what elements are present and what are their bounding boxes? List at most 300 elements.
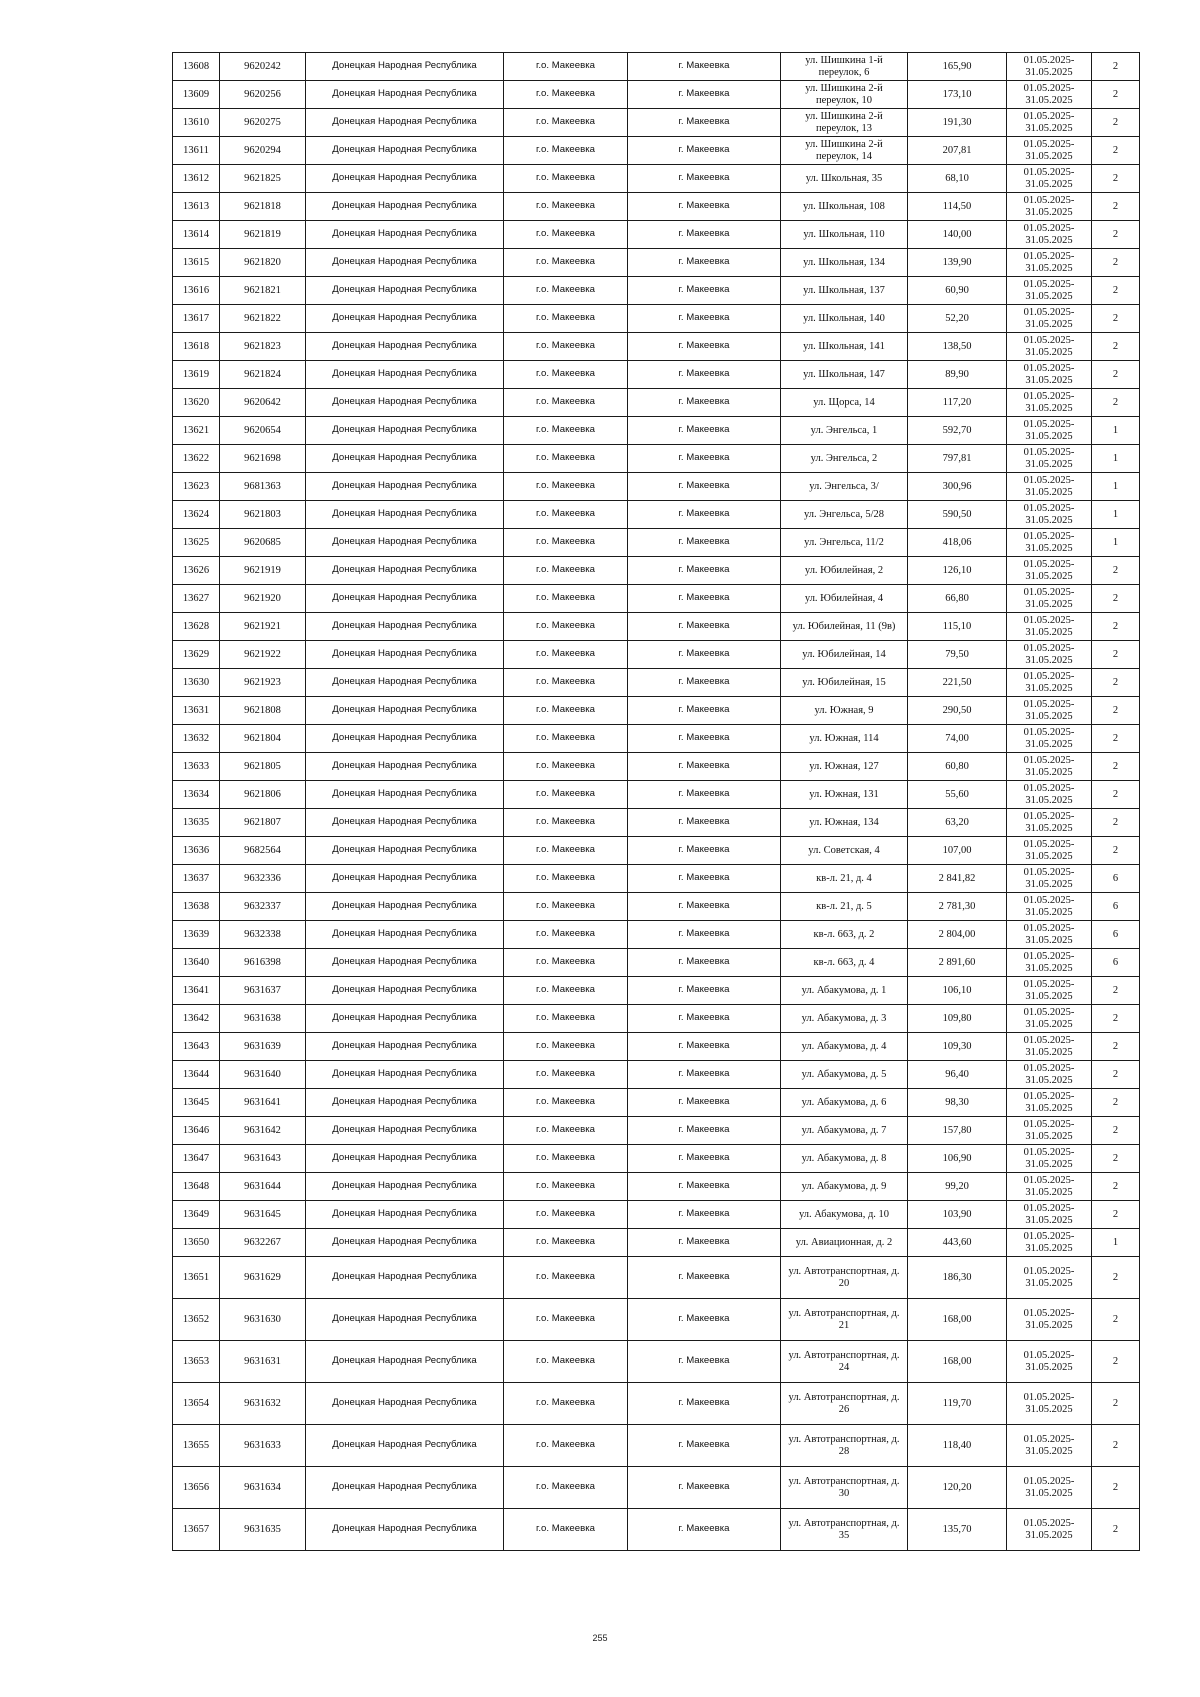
period-cell: 01.05.2025-31.05.2025	[1007, 1229, 1092, 1257]
address-cell: ул. Абакумова, д. 6	[781, 1089, 908, 1117]
settlement-cell: г. Макеевка	[628, 193, 781, 221]
region-cell: Донецкая Народная Республика	[306, 1033, 504, 1061]
settlement-cell: г. Макеевка	[628, 1089, 781, 1117]
region-cell: Донецкая Народная Республика	[306, 1257, 504, 1299]
table-row	[173, 977, 1140, 1005]
settlement-cell: г. Макеевка	[628, 949, 781, 977]
settlement-cell: г. Макеевка	[628, 641, 781, 669]
row-number-cell: 13630	[173, 669, 220, 697]
address-cell: ул. Школьная, 134	[781, 249, 908, 277]
settlement-cell: г. Макеевка	[628, 1299, 781, 1341]
area-cell: 60,80	[908, 753, 1007, 781]
object-code-cell: 9620654	[220, 417, 306, 445]
municipal-district-cell: г.о. Макеевка	[504, 1229, 628, 1257]
row-number-cell: 13642	[173, 1005, 220, 1033]
area-cell: 165,90	[908, 53, 1007, 81]
municipal-district-cell: г.о. Макеевка	[504, 1033, 628, 1061]
period-cell: 01.05.2025-31.05.2025	[1007, 1117, 1092, 1145]
municipal-district-cell: г.о. Макеевка	[504, 221, 628, 249]
table-row	[173, 753, 1140, 781]
object-code-cell: 9682564	[220, 837, 306, 865]
table-row	[173, 865, 1140, 893]
municipal-district-cell: г.о. Макеевка	[504, 193, 628, 221]
region-cell: Донецкая Народная Республика	[306, 249, 504, 277]
municipal-district-cell: г.о. Макеевка	[504, 977, 628, 1005]
table-row	[173, 921, 1140, 949]
address-cell: ул. Абакумова, д. 8	[781, 1145, 908, 1173]
category-cell: 2	[1092, 1425, 1140, 1467]
row-number-cell: 13620	[173, 389, 220, 417]
object-code-cell: 9621818	[220, 193, 306, 221]
object-code-cell: 9621819	[220, 221, 306, 249]
period-cell: 01.05.2025-31.05.2025	[1007, 1509, 1092, 1551]
period-cell: 01.05.2025-31.05.2025	[1007, 53, 1092, 81]
object-code-cell: 9621921	[220, 613, 306, 641]
municipal-district-cell: г.о. Макеевка	[504, 949, 628, 977]
object-code-cell: 9632337	[220, 893, 306, 921]
settlement-cell: г. Макеевка	[628, 1201, 781, 1229]
period-cell: 01.05.2025-31.05.2025	[1007, 921, 1092, 949]
address-cell: ул. Школьная, 35	[781, 165, 908, 193]
row-number-cell: 13627	[173, 585, 220, 613]
object-code-cell: 9621919	[220, 557, 306, 585]
object-code-cell: 9621822	[220, 305, 306, 333]
municipal-district-cell: г.о. Макеевка	[504, 53, 628, 81]
category-cell: 2	[1092, 137, 1140, 165]
address-cell: ул. Щорса, 14	[781, 389, 908, 417]
address-cell: ул. Энгельса, 3/	[781, 473, 908, 501]
object-code-cell: 9620256	[220, 81, 306, 109]
municipal-district-cell: г.о. Макеевка	[504, 529, 628, 557]
municipal-district-cell: г.о. Макеевка	[504, 613, 628, 641]
address-cell: ул. Абакумова, д. 9	[781, 1173, 908, 1201]
period-cell: 01.05.2025-31.05.2025	[1007, 361, 1092, 389]
period-cell: 01.05.2025-31.05.2025	[1007, 809, 1092, 837]
object-code-cell: 9621804	[220, 725, 306, 753]
table-row	[173, 1145, 1140, 1173]
municipal-district-cell: г.о. Макеевка	[504, 81, 628, 109]
area-cell: 221,50	[908, 669, 1007, 697]
area-cell: 140,00	[908, 221, 1007, 249]
object-code-cell: 9621806	[220, 781, 306, 809]
settlement-cell: г. Макеевка	[628, 585, 781, 613]
area-cell: 119,70	[908, 1383, 1007, 1425]
object-code-cell: 9631634	[220, 1467, 306, 1509]
settlement-cell: г. Макеевка	[628, 1117, 781, 1145]
page-number: 255	[592, 1633, 608, 1643]
area-cell: 74,00	[908, 725, 1007, 753]
row-number-cell: 13633	[173, 753, 220, 781]
address-cell: ул. Автотранспортная, д. 26	[781, 1383, 908, 1425]
category-cell: 2	[1092, 1467, 1140, 1509]
region-cell: Донецкая Народная Республика	[306, 81, 504, 109]
row-number-cell: 13623	[173, 473, 220, 501]
row-number-cell: 13609	[173, 81, 220, 109]
object-code-cell: 9632267	[220, 1229, 306, 1257]
area-cell: 107,00	[908, 837, 1007, 865]
area-cell: 126,10	[908, 557, 1007, 585]
row-number-cell: 13653	[173, 1341, 220, 1383]
category-cell: 2	[1092, 1061, 1140, 1089]
table-row	[173, 361, 1140, 389]
category-cell: 2	[1092, 305, 1140, 333]
address-cell: ул. Абакумова, д. 3	[781, 1005, 908, 1033]
category-cell: 2	[1092, 1089, 1140, 1117]
municipal-district-cell: г.о. Макеевка	[504, 893, 628, 921]
object-code-cell: 9681363	[220, 473, 306, 501]
table-row	[173, 249, 1140, 277]
address-cell: ул. Южная, 131	[781, 781, 908, 809]
object-code-cell: 9620642	[220, 389, 306, 417]
municipal-district-cell: г.о. Макеевка	[504, 1257, 628, 1299]
area-cell: 60,90	[908, 277, 1007, 305]
period-cell: 01.05.2025-31.05.2025	[1007, 529, 1092, 557]
period-cell: 01.05.2025-31.05.2025	[1007, 1257, 1092, 1299]
object-code-cell: 9631632	[220, 1383, 306, 1425]
area-cell: 99,20	[908, 1173, 1007, 1201]
table-row	[173, 893, 1140, 921]
address-cell: ул. Школьная, 141	[781, 333, 908, 361]
table-row	[173, 473, 1140, 501]
category-cell: 1	[1092, 529, 1140, 557]
table-row	[173, 501, 1140, 529]
region-cell: Донецкая Народная Республика	[306, 1089, 504, 1117]
region-cell: Донецкая Народная Республика	[306, 389, 504, 417]
period-cell: 01.05.2025-31.05.2025	[1007, 977, 1092, 1005]
period-cell: 01.05.2025-31.05.2025	[1007, 837, 1092, 865]
category-cell: 2	[1092, 669, 1140, 697]
category-cell: 1	[1092, 417, 1140, 445]
row-number-cell: 13613	[173, 193, 220, 221]
address-cell: ул. Шишкина 1-й переулок, 6	[781, 53, 908, 81]
settlement-cell: г. Макеевка	[628, 445, 781, 473]
address-cell: ул. Абакумова, д. 7	[781, 1117, 908, 1145]
period-cell: 01.05.2025-31.05.2025	[1007, 81, 1092, 109]
category-cell: 2	[1092, 221, 1140, 249]
region-cell: Донецкая Народная Республика	[306, 1173, 504, 1201]
region-cell: Донецкая Народная Республика	[306, 1467, 504, 1509]
row-number-cell: 13651	[173, 1257, 220, 1299]
address-cell: ул. Абакумова, д. 5	[781, 1061, 908, 1089]
region-cell: Донецкая Народная Республика	[306, 669, 504, 697]
period-cell: 01.05.2025-31.05.2025	[1007, 277, 1092, 305]
period-cell: 01.05.2025-31.05.2025	[1007, 753, 1092, 781]
object-code-cell: 9621825	[220, 165, 306, 193]
municipal-district-cell: г.о. Макеевка	[504, 557, 628, 585]
category-cell: 2	[1092, 361, 1140, 389]
row-number-cell: 13641	[173, 977, 220, 1005]
address-cell: кв-л. 21, д. 5	[781, 893, 908, 921]
municipal-district-cell: г.о. Макеевка	[504, 865, 628, 893]
category-cell: 2	[1092, 81, 1140, 109]
address-cell: ул. Энгельса, 11/2	[781, 529, 908, 557]
row-number-cell: 13652	[173, 1299, 220, 1341]
object-code-cell: 9620275	[220, 109, 306, 137]
area-cell: 2 891,60	[908, 949, 1007, 977]
period-cell: 01.05.2025-31.05.2025	[1007, 193, 1092, 221]
area-cell: 115,10	[908, 613, 1007, 641]
category-cell: 2	[1092, 1257, 1140, 1299]
row-number-cell: 13645	[173, 1089, 220, 1117]
table-row	[173, 697, 1140, 725]
settlement-cell: г. Макеевка	[628, 669, 781, 697]
period-cell: 01.05.2025-31.05.2025	[1007, 165, 1092, 193]
table-row	[173, 1201, 1140, 1229]
area-cell: 590,50	[908, 501, 1007, 529]
area-cell: 55,60	[908, 781, 1007, 809]
period-cell: 01.05.2025-31.05.2025	[1007, 305, 1092, 333]
municipal-district-cell: г.о. Макеевка	[504, 1299, 628, 1341]
table-row	[173, 529, 1140, 557]
object-code-cell: 9620685	[220, 529, 306, 557]
address-cell: ул. Юбилейная, 14	[781, 641, 908, 669]
row-number-cell: 13648	[173, 1173, 220, 1201]
address-cell: ул. Абакумова, д. 4	[781, 1033, 908, 1061]
region-cell: Донецкая Народная Республика	[306, 1145, 504, 1173]
address-cell: ул. Автотранспортная, д. 28	[781, 1425, 908, 1467]
region-cell: Донецкая Народная Республика	[306, 1383, 504, 1425]
municipal-district-cell: г.о. Макеевка	[504, 277, 628, 305]
table-row	[173, 221, 1140, 249]
settlement-cell: г. Макеевка	[628, 277, 781, 305]
period-cell: 01.05.2025-31.05.2025	[1007, 389, 1092, 417]
area-cell: 52,20	[908, 305, 1007, 333]
address-cell: ул. Шишкина 2-й переулок, 13	[781, 109, 908, 137]
row-number-cell: 13646	[173, 1117, 220, 1145]
row-number-cell: 13637	[173, 865, 220, 893]
category-cell: 2	[1092, 641, 1140, 669]
area-cell: 98,30	[908, 1089, 1007, 1117]
region-cell: Донецкая Народная Республика	[306, 137, 504, 165]
table-row	[173, 417, 1140, 445]
settlement-cell: г. Макеевка	[628, 473, 781, 501]
municipal-district-cell: г.о. Макеевка	[504, 473, 628, 501]
region-cell: Донецкая Народная Республика	[306, 837, 504, 865]
settlement-cell: г. Макеевка	[628, 1145, 781, 1173]
period-cell: 01.05.2025-31.05.2025	[1007, 1061, 1092, 1089]
period-cell: 01.05.2025-31.05.2025	[1007, 641, 1092, 669]
settlement-cell: г. Макеевка	[628, 697, 781, 725]
period-cell: 01.05.2025-31.05.2025	[1007, 1201, 1092, 1229]
area-cell: 2 781,30	[908, 893, 1007, 921]
period-cell: 01.05.2025-31.05.2025	[1007, 445, 1092, 473]
table-row	[173, 641, 1140, 669]
region-cell: Донецкая Народная Республика	[306, 1005, 504, 1033]
object-code-cell: 9621808	[220, 697, 306, 725]
region-cell: Донецкая Народная Республика	[306, 641, 504, 669]
settlement-cell: г. Макеевка	[628, 249, 781, 277]
region-cell: Донецкая Народная Республика	[306, 753, 504, 781]
category-cell: 1	[1092, 1229, 1140, 1257]
object-code-cell: 9631641	[220, 1089, 306, 1117]
table-row	[173, 1509, 1140, 1551]
register-table-body	[173, 53, 1140, 1551]
settlement-cell: г. Макеевка	[628, 1425, 781, 1467]
period-cell: 01.05.2025-31.05.2025	[1007, 557, 1092, 585]
period-cell: 01.05.2025-31.05.2025	[1007, 109, 1092, 137]
settlement-cell: г. Макеевка	[628, 81, 781, 109]
settlement-cell: г. Макеевка	[628, 1467, 781, 1509]
address-cell: ул. Южная, 134	[781, 809, 908, 837]
area-cell: 168,00	[908, 1341, 1007, 1383]
row-number-cell: 13656	[173, 1467, 220, 1509]
area-cell: 109,30	[908, 1033, 1007, 1061]
category-cell: 2	[1092, 1145, 1140, 1173]
region-cell: Донецкая Народная Республика	[306, 193, 504, 221]
period-cell: 01.05.2025-31.05.2025	[1007, 1145, 1092, 1173]
area-cell: 96,40	[908, 1061, 1007, 1089]
row-number-cell: 13631	[173, 697, 220, 725]
area-cell: 290,50	[908, 697, 1007, 725]
settlement-cell: г. Макеевка	[628, 361, 781, 389]
object-code-cell: 9631637	[220, 977, 306, 1005]
object-code-cell: 9631640	[220, 1061, 306, 1089]
municipal-district-cell: г.о. Макеевка	[504, 417, 628, 445]
municipal-district-cell: г.о. Макеевка	[504, 1145, 628, 1173]
row-number-cell: 13643	[173, 1033, 220, 1061]
object-code-cell: 9621920	[220, 585, 306, 613]
register-table	[172, 52, 1140, 1551]
region-cell: Донецкая Народная Республика	[306, 1509, 504, 1551]
address-cell: ул. Школьная, 110	[781, 221, 908, 249]
object-code-cell: 9631633	[220, 1425, 306, 1467]
row-number-cell: 13638	[173, 893, 220, 921]
row-number-cell: 13608	[173, 53, 220, 81]
category-cell: 2	[1092, 837, 1140, 865]
area-cell: 2 804,00	[908, 921, 1007, 949]
category-cell: 2	[1092, 977, 1140, 1005]
document-sheet	[172, 52, 1139, 1551]
category-cell: 2	[1092, 1341, 1140, 1383]
period-cell: 01.05.2025-31.05.2025	[1007, 1383, 1092, 1425]
category-cell: 6	[1092, 949, 1140, 977]
address-cell: ул. Шишкина 2-й переулок, 14	[781, 137, 908, 165]
region-cell: Донецкая Народная Республика	[306, 893, 504, 921]
row-number-cell: 13635	[173, 809, 220, 837]
category-cell: 2	[1092, 781, 1140, 809]
region-cell: Донецкая Народная Республика	[306, 557, 504, 585]
settlement-cell: г. Макеевка	[628, 1509, 781, 1551]
period-cell: 01.05.2025-31.05.2025	[1007, 501, 1092, 529]
table-row	[173, 1425, 1140, 1467]
address-cell: ул. Юбилейная, 4	[781, 585, 908, 613]
municipal-district-cell: г.о. Макеевка	[504, 333, 628, 361]
table-row	[173, 109, 1140, 137]
municipal-district-cell: г.о. Макеевка	[504, 361, 628, 389]
address-cell: ул. Абакумова, д. 1	[781, 977, 908, 1005]
period-cell: 01.05.2025-31.05.2025	[1007, 1005, 1092, 1033]
table-row	[173, 333, 1140, 361]
region-cell: Донецкая Народная Республика	[306, 977, 504, 1005]
category-cell: 2	[1092, 277, 1140, 305]
settlement-cell: г. Макеевка	[628, 1173, 781, 1201]
period-cell: 01.05.2025-31.05.2025	[1007, 1425, 1092, 1467]
table-row	[173, 1299, 1140, 1341]
period-cell: 01.05.2025-31.05.2025	[1007, 613, 1092, 641]
address-cell: ул. Школьная, 137	[781, 277, 908, 305]
municipal-district-cell: г.о. Макеевка	[504, 781, 628, 809]
row-number-cell: 13611	[173, 137, 220, 165]
settlement-cell: г. Макеевка	[628, 1229, 781, 1257]
address-cell: ул. Авиационная, д. 2	[781, 1229, 908, 1257]
object-code-cell: 9620242	[220, 53, 306, 81]
region-cell: Донецкая Народная Республика	[306, 1299, 504, 1341]
table-row	[173, 277, 1140, 305]
settlement-cell: г. Макеевка	[628, 921, 781, 949]
table-row	[173, 585, 1140, 613]
period-cell: 01.05.2025-31.05.2025	[1007, 1033, 1092, 1061]
row-number-cell: 13644	[173, 1061, 220, 1089]
region-cell: Донецкая Народная Республика	[306, 781, 504, 809]
object-code-cell: 9621803	[220, 501, 306, 529]
region-cell: Донецкая Народная Республика	[306, 417, 504, 445]
category-cell: 2	[1092, 753, 1140, 781]
settlement-cell: г. Макеевка	[628, 809, 781, 837]
settlement-cell: г. Макеевка	[628, 1061, 781, 1089]
category-cell: 2	[1092, 109, 1140, 137]
municipal-district-cell: г.о. Макеевка	[504, 753, 628, 781]
object-code-cell: 9632338	[220, 921, 306, 949]
settlement-cell: г. Макеевка	[628, 529, 781, 557]
region-cell: Донецкая Народная Республика	[306, 1117, 504, 1145]
municipal-district-cell: г.о. Макеевка	[504, 1117, 628, 1145]
area-cell: 118,40	[908, 1425, 1007, 1467]
row-number-cell: 13657	[173, 1509, 220, 1551]
settlement-cell: г. Макеевка	[628, 557, 781, 585]
object-code-cell: 9631644	[220, 1173, 306, 1201]
address-cell: ул. Энгельса, 5/28	[781, 501, 908, 529]
municipal-district-cell: г.о. Макеевка	[504, 501, 628, 529]
settlement-cell: г. Макеевка	[628, 137, 781, 165]
area-cell: 114,50	[908, 193, 1007, 221]
period-cell: 01.05.2025-31.05.2025	[1007, 865, 1092, 893]
period-cell: 01.05.2025-31.05.2025	[1007, 1173, 1092, 1201]
category-cell: 2	[1092, 1033, 1140, 1061]
period-cell: 01.05.2025-31.05.2025	[1007, 725, 1092, 753]
municipal-district-cell: г.о. Макеевка	[504, 725, 628, 753]
table-row	[173, 193, 1140, 221]
category-cell: 2	[1092, 1201, 1140, 1229]
area-cell: 592,70	[908, 417, 1007, 445]
region-cell: Донецкая Народная Республика	[306, 921, 504, 949]
period-cell: 01.05.2025-31.05.2025	[1007, 781, 1092, 809]
category-cell: 6	[1092, 865, 1140, 893]
table-row	[173, 1061, 1140, 1089]
period-cell: 01.05.2025-31.05.2025	[1007, 473, 1092, 501]
region-cell: Донецкая Народная Республика	[306, 305, 504, 333]
row-number-cell: 13629	[173, 641, 220, 669]
period-cell: 01.05.2025-31.05.2025	[1007, 893, 1092, 921]
category-cell: 2	[1092, 333, 1140, 361]
table-row	[173, 1229, 1140, 1257]
category-cell: 2	[1092, 193, 1140, 221]
settlement-cell: г. Макеевка	[628, 501, 781, 529]
row-number-cell: 13617	[173, 305, 220, 333]
table-row	[173, 81, 1140, 109]
municipal-district-cell: г.о. Макеевка	[504, 249, 628, 277]
period-cell: 01.05.2025-31.05.2025	[1007, 137, 1092, 165]
object-code-cell: 9621922	[220, 641, 306, 669]
object-code-cell: 9621820	[220, 249, 306, 277]
row-number-cell: 13650	[173, 1229, 220, 1257]
row-number-cell: 13610	[173, 109, 220, 137]
address-cell: ул. Юбилейная, 2	[781, 557, 908, 585]
settlement-cell: г. Макеевка	[628, 1257, 781, 1299]
area-cell: 106,10	[908, 977, 1007, 1005]
category-cell: 2	[1092, 1383, 1140, 1425]
municipal-district-cell: г.о. Макеевка	[504, 1467, 628, 1509]
settlement-cell: г. Макеевка	[628, 165, 781, 193]
